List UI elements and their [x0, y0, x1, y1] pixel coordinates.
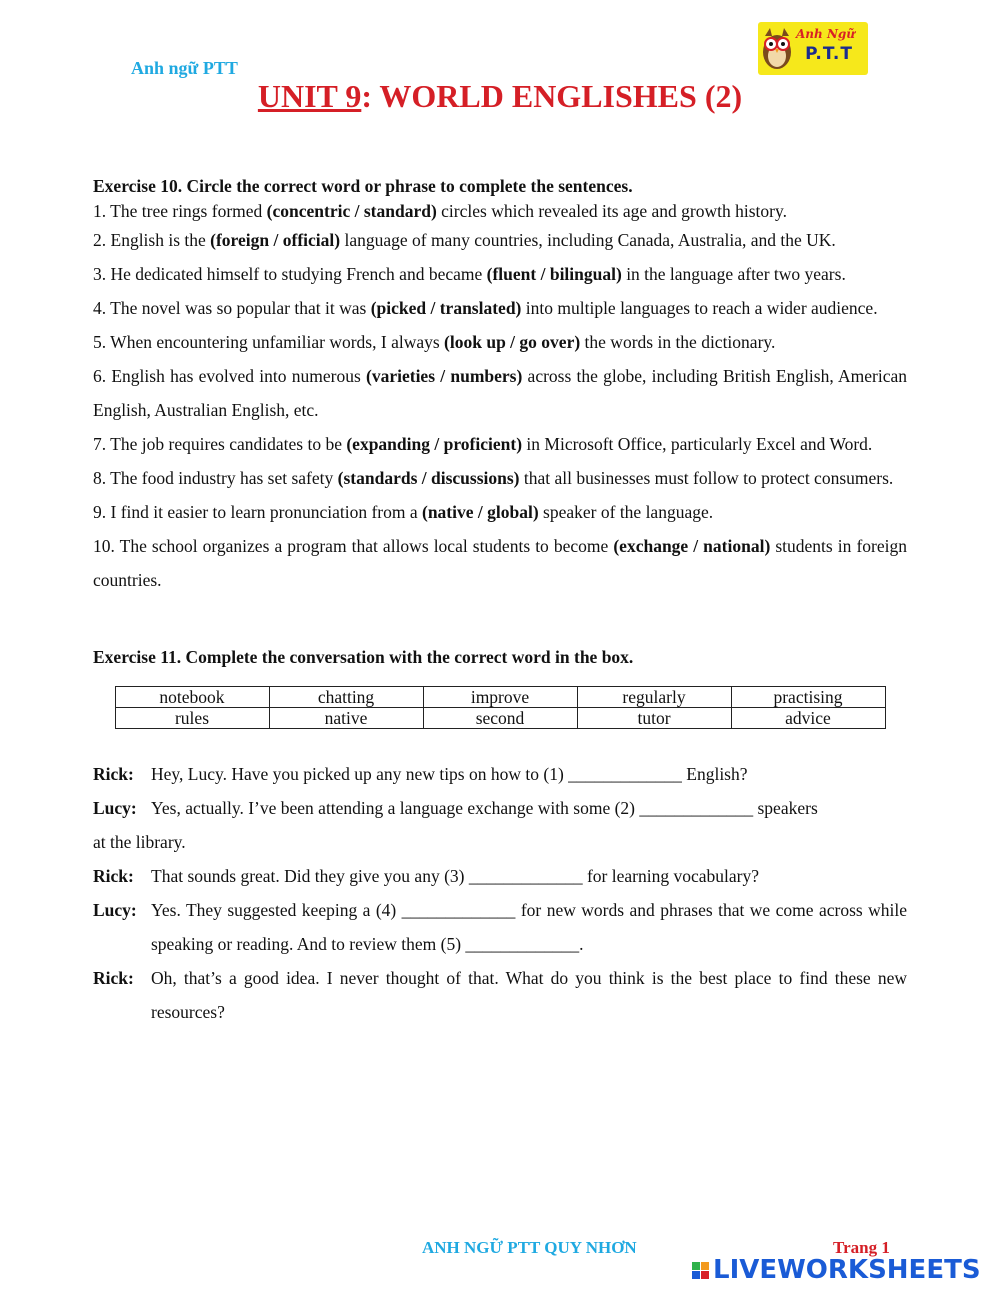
speaker: Rick: — [93, 866, 134, 886]
dialogue-line — [93, 961, 907, 1029]
exercise-10-item — [93, 257, 907, 291]
word-box-cell: second — [423, 708, 577, 729]
sentence-end: circles which revealed its age and growth history. — [436, 201, 787, 221]
dialogue-line — [93, 757, 907, 791]
answer-choices[interactable]: (exchange / national) — [613, 536, 771, 556]
answer-choices[interactable]: (varieties / numbers) — [366, 366, 523, 386]
sentence-end: into multiple languages to reach a wider audience. — [521, 298, 878, 318]
page-title — [0, 78, 1000, 115]
word-box-cell: chatting — [269, 687, 423, 708]
speaker: Rick: — [93, 968, 134, 988]
answer-choices[interactable]: (fluent / bilingual) — [486, 264, 622, 284]
dialogue-text[interactable]: Yes, actually. I’ve been attending a language exchange with some (2) _____________ speakers — [151, 798, 818, 818]
logo-line-1: Anh Ngữ — [796, 27, 856, 41]
exercise-10-item — [93, 529, 907, 597]
logo-line-2: P.T.T — [805, 44, 853, 64]
answer-choices[interactable]: (foreign / official) — [210, 230, 341, 250]
sentence-start: 10. The school organizes a program that allows local students to become — [93, 536, 614, 556]
word-box-cell: notebook — [115, 687, 269, 708]
exercise-10-item — [93, 427, 907, 461]
exercise-10-item — [93, 325, 907, 359]
liveworksheets-icon — [692, 1262, 709, 1279]
unit-label: UNIT 9 — [257, 78, 362, 114]
exercise-10-item — [93, 359, 907, 427]
word-box-row — [115, 687, 885, 708]
exercise-10-item — [93, 461, 907, 495]
sentence-end: students in foreign countries. — [93, 536, 907, 590]
word-box-cell: practising — [731, 687, 885, 708]
word-box-row — [115, 708, 885, 729]
answer-choices[interactable]: (look up / go over) — [444, 332, 581, 352]
exercise-11-title: Exercise 11. Complete the conversation with the correct word in the box. — [93, 647, 634, 667]
speaker: Rick: — [93, 764, 134, 784]
word-box-cell: native — [269, 708, 423, 729]
sentence-start: 9. I find it easier to learn pronunciation from a — [93, 502, 422, 522]
page-number: Trang 1 — [833, 1238, 890, 1257]
exercise-10-title: Exercise 10. Circle the correct word or phrase to complete the sentences. — [93, 176, 633, 196]
sentence-start: 4. The novel was so popular that it was — [93, 298, 371, 318]
dialogue-text[interactable]: Yes. They suggested keeping a (4) _____________ for new words and phrases that we come across while speaking or reading. And to review them (5) _____________. — [151, 900, 907, 954]
word-box-cell: rules — [115, 708, 269, 729]
owl-icon — [761, 26, 793, 70]
sentence-start: 8. The food industry has set safety — [93, 468, 338, 488]
dialogue-line — [93, 791, 907, 825]
answer-choices[interactable]: (standards / discussions) — [337, 468, 520, 488]
footer-school: ANH NGỮ PTT QUY NHƠN — [422, 1238, 637, 1257]
word-box-cell: tutor — [577, 708, 731, 729]
answer-choices[interactable]: (expanding / proficient) — [346, 434, 523, 454]
sentence-end: language of many countries, including Canada, Australia, and the UK. — [340, 230, 836, 250]
speaker: Lucy: — [93, 798, 137, 818]
sentence-end: the words in the dictionary. — [580, 332, 776, 352]
exercise-10-item — [93, 291, 907, 325]
exercise-10-item — [93, 223, 907, 257]
sentence-end: in Microsoft Office, particularly Excel and Word. — [522, 434, 873, 454]
liveworksheets-text: LIVEWORKSHEETS — [713, 1255, 981, 1285]
exercise-10-list — [93, 199, 907, 597]
answer-choices[interactable]: (picked / translated) — [370, 298, 522, 318]
unit-title: : WORLD ENGLISHES (2) — [361, 78, 743, 114]
word-box-cell: regularly — [577, 687, 731, 708]
dialogue — [93, 757, 907, 1029]
liveworksheets-watermark — [692, 1255, 981, 1285]
worksheet-content — [93, 174, 907, 1029]
ptt-logo — [758, 22, 868, 75]
answer-choices[interactable]: (concentric / standard) — [266, 201, 437, 221]
sentence-start: 7. The job requires candidates to be — [93, 434, 347, 454]
sentence-end: across the globe, including British English, American English, Australian English, etc. — [93, 366, 907, 420]
dialogue-line — [93, 893, 907, 961]
dialogue-line — [93, 859, 907, 893]
exercise-10-item — [93, 199, 907, 223]
word-box — [115, 686, 886, 729]
answer-choices[interactable]: (native / global) — [422, 502, 539, 522]
word-box-cell: improve — [423, 687, 577, 708]
dialogue-text[interactable]: Hey, Lucy. Have you picked up any new tips on how to (1) _____________ English? — [151, 764, 748, 784]
dialogue-text[interactable]: Oh, that’s a good idea. I never thought of that. What do you think is the best place to find these new resources? — [151, 968, 907, 1022]
sentence-start: 3. He dedicated himself to studying French and became — [93, 264, 487, 284]
dialogue-text[interactable]: That sounds great. Did they give you any (3) _____________ for learning vocabulary? — [151, 866, 759, 886]
exercise-10-item — [93, 495, 907, 529]
dialogue-continuation: at the library. — [93, 832, 186, 852]
speaker: Lucy: — [93, 900, 137, 920]
sentence-end: in the language after two years. — [621, 264, 846, 284]
word-box-cell: advice — [731, 708, 885, 729]
sentence-start: 2. English is the — [93, 230, 211, 250]
sentence-end: speaker of the language. — [538, 502, 714, 522]
sentence-start: 6. English has evolved into numerous — [93, 366, 367, 386]
brand-name: Anh ngữ PTT — [131, 58, 238, 78]
sentence-end: that all businesses must follow to protect consumers. — [519, 468, 894, 488]
sentence-start: 1. The tree rings formed — [93, 201, 267, 221]
sentence-start: 5. When encountering unfamiliar words, I always — [93, 332, 445, 352]
